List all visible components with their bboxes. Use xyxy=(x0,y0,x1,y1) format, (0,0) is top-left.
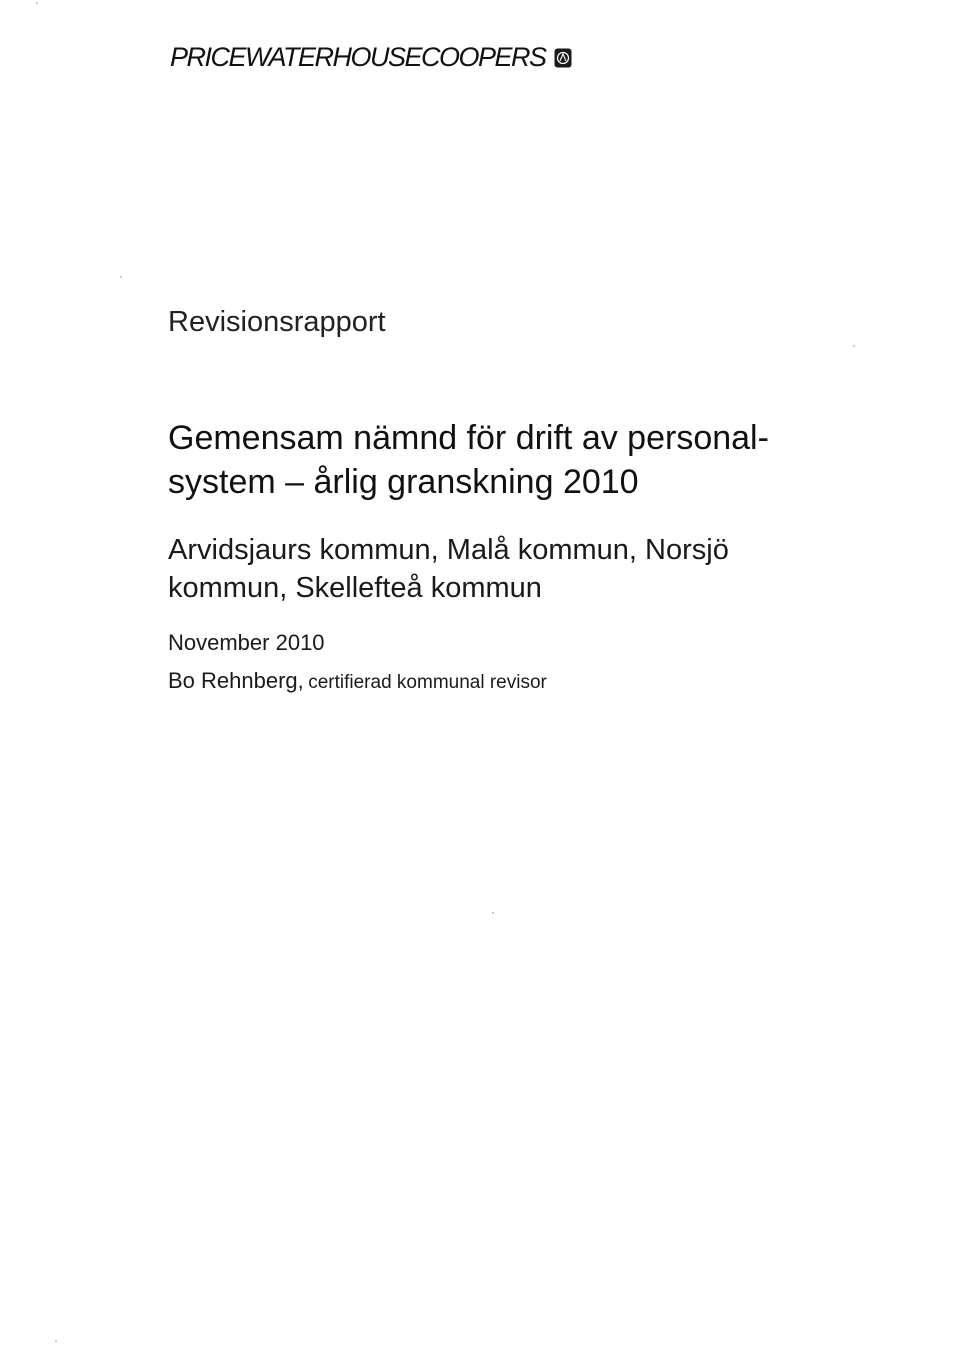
author-name: Bo Rehnberg, xyxy=(168,668,304,693)
author-role: certifierad kommunal revisor xyxy=(308,672,547,693)
report-title xyxy=(168,416,888,504)
scan-speck xyxy=(55,1340,57,1342)
scan-speck xyxy=(492,912,494,914)
municipalities-line-1: Arvidsjaurs kommun, Malå kommun, Norsjö xyxy=(168,534,729,566)
report-title-line-1: Gemensam nämnd för drift av personal- xyxy=(168,419,769,457)
report-title-line-2: system – årlig granskning 2010 xyxy=(168,463,639,501)
report-date: November 2010 xyxy=(168,630,325,655)
scan-speck xyxy=(853,345,855,347)
author xyxy=(168,668,547,694)
company-logo xyxy=(170,42,572,73)
municipalities xyxy=(168,531,888,607)
pwc-seal-icon xyxy=(554,48,572,68)
report-type: Revisionsrapport xyxy=(168,306,386,338)
scan-speck xyxy=(36,2,38,4)
municipalities-line-2: kommun, Skellefteå kommun xyxy=(168,572,542,604)
logo-wordmark: PRICEWATERHOUSECOOPERS xyxy=(170,42,546,72)
scan-speck xyxy=(120,276,122,278)
